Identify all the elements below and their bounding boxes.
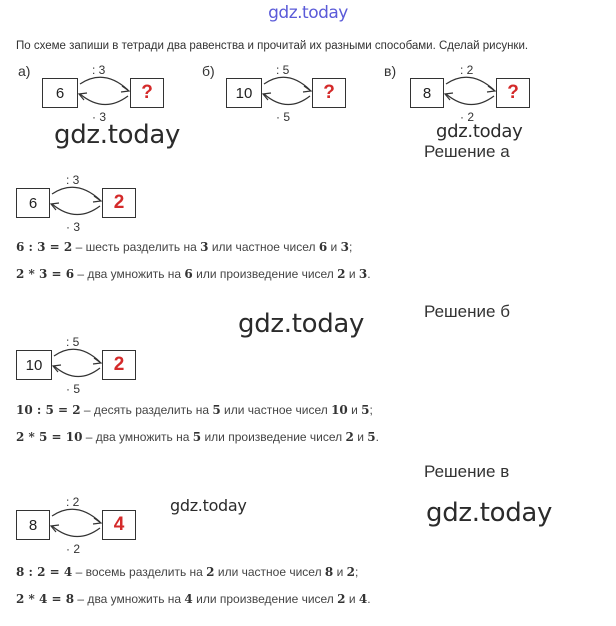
equation: 10 : 5 = 2 bbox=[16, 403, 81, 417]
solution-a-title: Решение а bbox=[424, 142, 510, 161]
solution-b-title: Решение б bbox=[424, 302, 510, 321]
scheme-label-c: в) bbox=[384, 63, 397, 79]
scheme-label-b: б) bbox=[202, 63, 215, 79]
solution-c-line1: 8 : 2 = 4 – восемь разделить на 2 или частное чисел 8 и 2; bbox=[16, 565, 359, 579]
scheme-label-a: а) bbox=[18, 63, 31, 79]
scheme-a-bottom-op: · 3 bbox=[92, 110, 107, 124]
scheme-b-top-op: : 5 bbox=[276, 63, 290, 77]
solution-a-line2: 2 * 3 = 6 – два умножить на 6 или произведение чисел 2 и 3. bbox=[16, 267, 371, 281]
site-brand[interactable]: gdz.today bbox=[268, 3, 348, 23]
watermark: gdz.today bbox=[426, 498, 553, 528]
solution-a-bottom-op: · 3 bbox=[66, 220, 81, 234]
watermark: gdz.today bbox=[170, 496, 247, 515]
scheme-c-top-op: : 2 bbox=[460, 63, 474, 77]
watermark: gdz.today bbox=[54, 120, 181, 150]
solution-a-line1: 6 : 3 = 2 – шесть разделить на 3 или частное чисел 6 и 3; bbox=[16, 240, 353, 254]
scheme-a-left-box: 6 bbox=[42, 78, 78, 108]
scheme-b-left-box: 10 bbox=[226, 78, 262, 108]
solution-c-title: Решение в bbox=[424, 462, 510, 481]
solution-a-left-box: 6 bbox=[16, 188, 50, 218]
solution-b-top-op: : 5 bbox=[66, 335, 80, 349]
scheme-a-right-box: ? bbox=[130, 78, 164, 108]
scheme-b-bottom-op: · 5 bbox=[276, 110, 291, 124]
solution-c-line2: 2 * 4 = 8 – два умножить на 4 или произведение чисел 2 и 4. bbox=[16, 592, 371, 606]
equation: 2 * 3 = 6 bbox=[16, 267, 75, 281]
solution-c-bottom-op: · 2 bbox=[66, 542, 81, 556]
solution-a-top-op: : 3 bbox=[66, 173, 80, 187]
equation: 6 : 3 = 2 bbox=[16, 240, 73, 254]
scheme-c-left-box: 8 bbox=[410, 78, 444, 108]
scheme-a-top-op: : 3 bbox=[92, 63, 106, 77]
equation: 8 : 2 = 4 bbox=[16, 565, 73, 579]
watermark: gdz.today bbox=[436, 121, 523, 142]
equation: 2 * 5 = 10 bbox=[16, 430, 83, 444]
solution-b-left-box: 10 bbox=[16, 350, 52, 380]
equation: 2 * 4 = 8 bbox=[16, 592, 75, 606]
task-text: По схеме запиши в тетради два равенства и прочитай их разными способами. Сделай рисунки. bbox=[16, 40, 529, 52]
solution-b-line2: 2 * 5 = 10 – два умножить на 5 или произведение чисел 2 и 5. bbox=[16, 430, 379, 444]
solution-c-top-op: : 2 bbox=[66, 495, 80, 509]
solution-b-right-box: 2 bbox=[102, 350, 136, 380]
solution-c-right-box: 4 bbox=[102, 510, 136, 540]
watermark: gdz.today bbox=[238, 309, 365, 339]
solution-a-right-box: 2 bbox=[102, 188, 136, 218]
scheme-c-right-box: ? bbox=[496, 78, 530, 108]
solution-c-left-box: 8 bbox=[16, 510, 50, 540]
scheme-c-bottom-op: · 2 bbox=[460, 110, 475, 124]
solution-b-line1: 10 : 5 = 2 – десять разделить на 5 или частное чисел 10 и 5; bbox=[16, 403, 373, 417]
solution-b-bottom-op: · 5 bbox=[66, 382, 81, 396]
scheme-b-right-box: ? bbox=[312, 78, 346, 108]
